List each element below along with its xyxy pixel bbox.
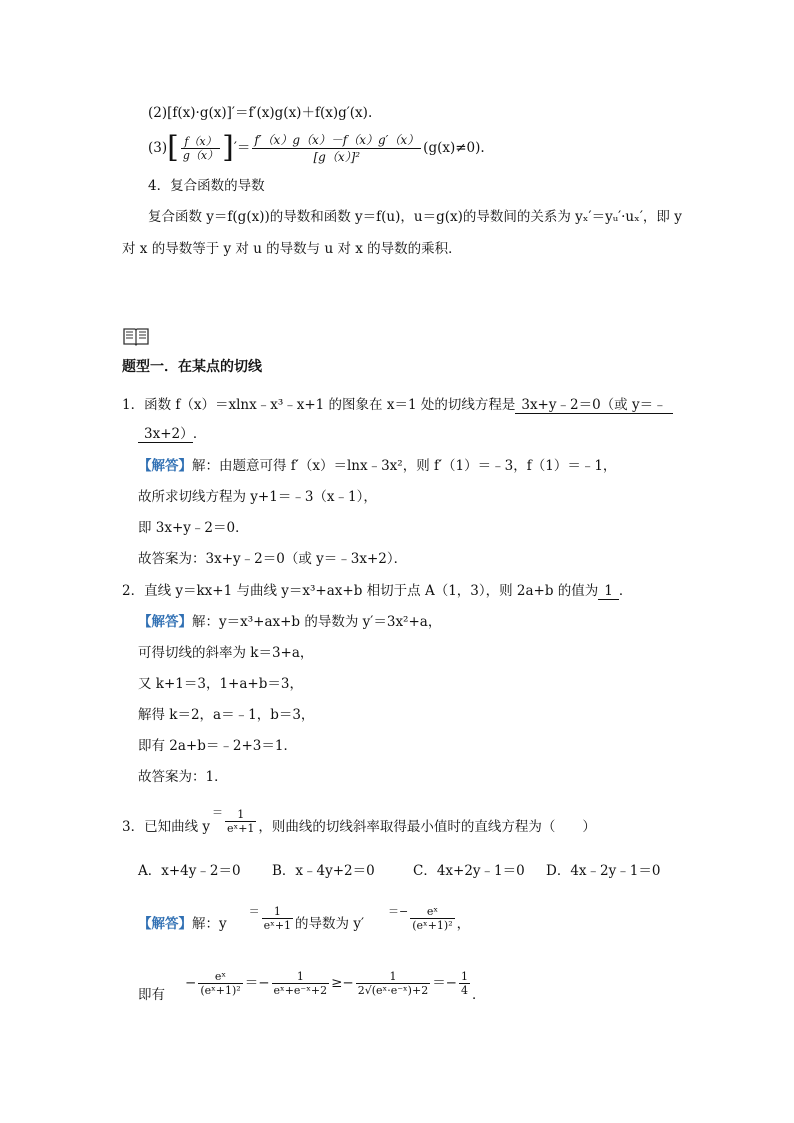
q3-ineq-eq-2: ＝− (432, 975, 457, 991)
q3-option-c[interactable]: C．4x+2y﹣1＝0 (413, 863, 525, 879)
q2-sol-4: 解得 k＝2，a＝﹣1，b＝3， (138, 707, 315, 723)
q3-option-d[interactable]: D．4x﹣2y﹣1＝0 (546, 863, 661, 879)
q1-solution-tag: 【解答】 (138, 458, 192, 474)
rule-quotient-prefix: (3) (148, 140, 168, 156)
rule-quotient-frac (252, 132, 421, 165)
q3-inequality (138, 958, 486, 1008)
q3-ineq-f4-den: 4 (461, 983, 468, 997)
q2-sol-3: 又 k+1＝3，1+a+b＝3， (138, 676, 303, 692)
right-bracket: ] (222, 130, 234, 165)
q2-solution-tag: 【解答】 (138, 614, 192, 630)
q3-ineq-frac-2 (272, 970, 330, 997)
book-icon (122, 326, 150, 346)
heading-composite: 4．复合函数的导数 (148, 178, 265, 194)
q3-ineq-f3-num: 1 (389, 969, 397, 983)
q3-ineq-eq-1: ＝− (244, 975, 270, 991)
q1-sol-2: 故所求切线方程为 y+1＝﹣3（x﹣1）， (138, 489, 377, 505)
q1-sol-3: 即 3x+y﹣2＝0． (138, 520, 249, 536)
q1-stem-cont (138, 425, 206, 443)
q3-sol-mid: 的导数为 y′ (295, 916, 365, 932)
q3-sol-prefix: 解：y (192, 916, 227, 932)
q2-stem-text: 2．直线 y＝kx+1 与曲线 y＝x³+ax+b 相切于点 A（1，3），则 2a+b 的值为 (122, 583, 599, 599)
q3-ineq-ge: ≥− (331, 975, 354, 991)
q1-sol-1-text: 解：由题意可得 f′（x）＝lnx﹣3x²，则 f′（1）＝﹣3，f（1）＝﹣1， (192, 458, 617, 474)
q3-ineq-minus-1: − (185, 975, 197, 991)
inner-denominator: g（x） (182, 148, 219, 162)
q3-frac-den: eˣ+1 (227, 821, 255, 835)
q3-stem-suffix: ，则曲线的切线斜率取得最小值时的直线方程为（ ） (258, 819, 596, 835)
q3-sol-deriv-den: (eˣ+1)² (412, 918, 453, 932)
q2-sol-1 (138, 613, 441, 631)
q2-sol-6: 故答案为：1． (138, 769, 228, 785)
rule-product: (2)[f(x)·g(x)]′＝f′(x)g(x)＋f(x)g′(x). (148, 105, 373, 121)
left-bracket: [ (167, 130, 179, 165)
q3-sol-1 (138, 902, 470, 946)
q3-ineq-f2-num: 1 (296, 969, 304, 983)
inner-numerator: f（x） (184, 134, 217, 148)
q1-end: ． (192, 426, 207, 442)
q3-sol-frac-den: eˣ+1 (263, 918, 292, 932)
q3-frac (225, 808, 256, 835)
q3-ineq-f3-den: 2√(eˣ·e⁻ˣ)+2 (357, 983, 429, 997)
q3-ineq-frac-4 (459, 970, 470, 997)
q3-ineq-f1-num: eˣ (214, 969, 227, 983)
prime-equals: ′＝ (233, 140, 251, 156)
quotient-numerator: f′（x）g（x）－f（x）g′（x） (254, 132, 420, 147)
q2-sol-5: 即有 2a+b＝﹣2+3＝1． (138, 738, 297, 754)
q3-option-a[interactable]: A．x+4y﹣2＝0 (138, 863, 241, 879)
q3-ineq-label: 即有 (138, 987, 165, 1003)
q3-ineq-frac-1 (198, 970, 242, 997)
q3-ineq-f1-den: (eˣ+1)² (200, 983, 241, 997)
q3-sol-deriv-num: eˣ (426, 904, 439, 918)
q3-ineq-frac-3 (356, 970, 430, 997)
q3-ineq-f2-den: eˣ+e⁻ˣ+2 (273, 983, 328, 997)
q3-sol-end: ， (456, 916, 471, 932)
q3-sol-frac (262, 905, 293, 932)
section-title: 题型一．在某点的切线 (122, 359, 262, 375)
q1-answer-part2: 3x+2） (138, 426, 193, 443)
q1-sol-1 (138, 457, 616, 475)
q3-sol-deriv-frac (410, 905, 454, 932)
q2-answer: 1 (598, 583, 619, 600)
quotient-condition: (g(x)≠0). (423, 140, 485, 156)
composite-text-2: 对 x 的导数等于 y 对 u 的导数与 u 对 x 的导数的乘积． (122, 241, 462, 257)
q3-stem-prefix: 3．已知曲线 y (122, 819, 211, 835)
q3-option-b[interactable]: B．x﹣4y+2＝0 (272, 863, 375, 879)
q2-sol-1-text: 解：y＝x³+ax+b 的导数为 y′＝3x²+a， (192, 614, 442, 630)
q1-sol-4: 故答案为：3x+y﹣2＝0（或 y＝﹣3x+2）． (138, 551, 408, 567)
q2-stem (122, 582, 632, 600)
rule-quotient-inner-frac (181, 135, 220, 162)
q2-sol-2: 可得切线的斜率为 k＝3+a， (138, 645, 314, 661)
q3-sol-frac-num: 1 (273, 904, 281, 918)
q1-stem (122, 396, 673, 414)
q3-sol-eq: ＝ (248, 905, 260, 918)
q3-eq: ＝ (212, 806, 224, 819)
q3-stem (122, 808, 596, 846)
q3-solution-tag: 【解答】 (138, 916, 192, 932)
q2-end: ． (618, 583, 633, 599)
q3-ineq-f4-num: 1 (461, 969, 468, 983)
rule-quotient (148, 130, 485, 166)
quotient-denominator: [g（x）]² (252, 148, 421, 165)
q3-frac-num: 1 (237, 807, 245, 821)
q3-sol-eq-minus: ＝− (388, 905, 409, 918)
q1-stem-text: 1．函数 f（x）＝xlnx﹣x³﹣x+1 的图象在 x＝1 处的切线方程是 (122, 397, 516, 413)
q1-answer-part1: 3x+y﹣2＝0（或 y＝﹣ (515, 397, 672, 414)
composite-text-1: 复合函数 y＝f(g(x))的导数和函数 y＝f(u)，u＝g(x)的导数间的关系为 yₓ′＝yᵤ′·uₓ′，即 y (148, 209, 682, 225)
q3-ineq-end: ． (472, 987, 486, 1003)
